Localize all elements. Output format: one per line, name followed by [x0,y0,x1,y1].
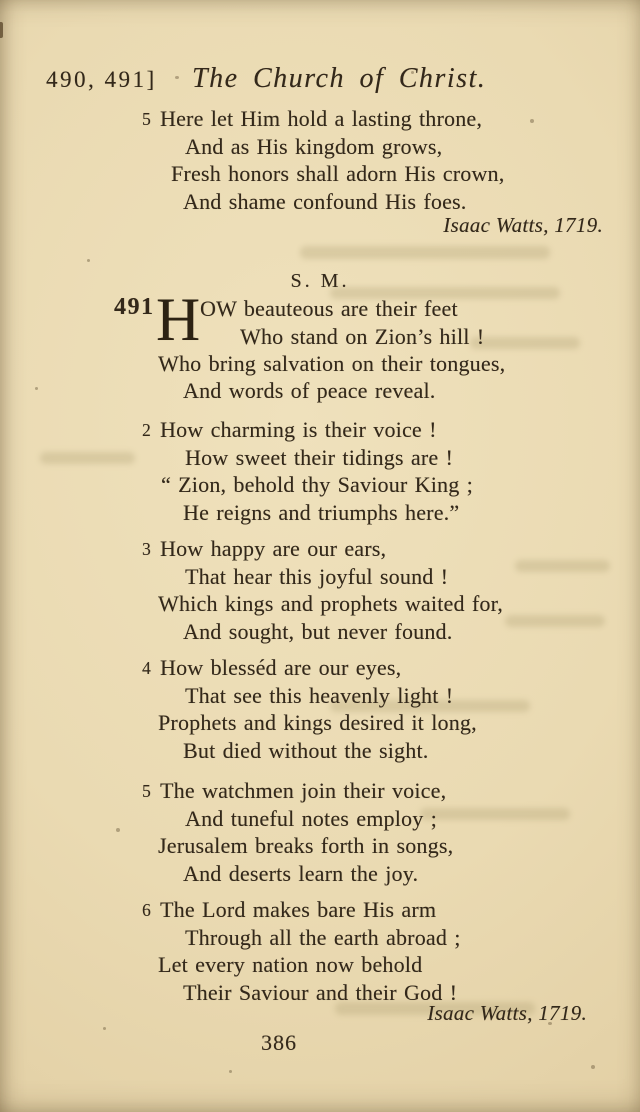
attribution-hymn-491: Isaac Watts, 1719. [427,1001,587,1025]
paper-speck [35,387,38,390]
verse-number: 6 [142,900,151,920]
verse-line: That hear this joyful sound ! [185,563,449,589]
verse-line: Who stand on Zion’s hill ! [240,324,485,349]
verse-line: Who bring salvation on their tongues, [158,351,506,376]
show-through-smudge [300,246,550,259]
hymn-490-verse-5 [142,105,505,215]
verse-line: Let every nation now behold [158,952,423,977]
verse-line: Prophets and kings desired it long, [158,710,477,735]
hymn-491-verse-4 [142,654,477,764]
hymn-491-verse-6 [142,896,461,1006]
verse-line: How charming is their voice ! [160,417,437,442]
paper-speck [591,1065,595,1069]
hymn-491-verse-3 [142,535,503,645]
show-through-smudge [40,452,135,464]
verse-line: How happy are our ears, [160,536,387,561]
show-through-smudge [470,337,580,349]
hymn-number: 491 [114,294,155,320]
paper-speck [530,119,534,123]
show-through-smudge [505,615,605,627]
verse-number: 5 [142,109,151,129]
verse-line: Through all the earth abroad ; [185,924,461,950]
verse-line: And as His kingdom grows, [185,133,443,159]
paper-speck [175,76,179,79]
verse-line: And shame confound His foes. [183,188,467,214]
verse-line: He reigns and triumphs here.” [183,499,460,525]
verse-line: Fresh honors shall adorn His crown, [171,161,505,186]
verse-line: But died without the sight. [183,737,429,763]
verse-line: The watchmen join their voice, [160,778,447,803]
verse-line: Here let Him hold a lasting throne, [160,106,483,131]
verse-line: How blesséd are our eyes, [160,655,402,680]
verse-line: Their Saviour and their God ! [183,979,458,1005]
verse-line: Jerusalem breaks forth in songs, [158,833,454,858]
verse-line: And deserts learn the joy. [183,860,419,886]
show-through-smudge [515,560,610,572]
header-hymn-numbers: 490, 491] [46,67,157,92]
paper-speck [229,1070,232,1073]
verse-line: And words of peace reveal. [183,378,436,403]
verse-number: 3 [142,539,151,559]
page-edge-mark [0,22,3,38]
verse-line: OW beauteous are their feet [200,296,458,321]
verse-line: The Lord makes bare His arm [160,897,437,922]
verse-line: That see this heavenly light ! [185,682,454,708]
verse-line: And sought, but never found. [183,618,453,644]
verse-number: 5 [142,781,151,801]
hymn-491-verse-2 [142,416,473,526]
page-number: 386 [261,1030,297,1055]
attribution-hymn-490: Isaac Watts, 1719. [443,213,603,237]
meter-label: S. M. [290,270,350,292]
verse-line: How sweet their tidings are ! [185,444,454,470]
paper-speck [116,828,120,832]
hymn-491-verse-5 [142,777,454,887]
paper-speck [87,259,90,262]
verse-number: 2 [142,420,151,440]
drop-cap-letter: H [156,287,201,354]
verse-line: “ Zion, behold thy Saviour King ; [161,472,473,497]
verse-line: And tuneful notes employ ; [185,805,437,831]
paper-speck [103,1027,106,1030]
verse-number: 4 [142,658,151,678]
verse-line: Which kings and prophets waited for, [158,591,503,616]
header-section-title: The Church of Christ. [192,63,487,94]
